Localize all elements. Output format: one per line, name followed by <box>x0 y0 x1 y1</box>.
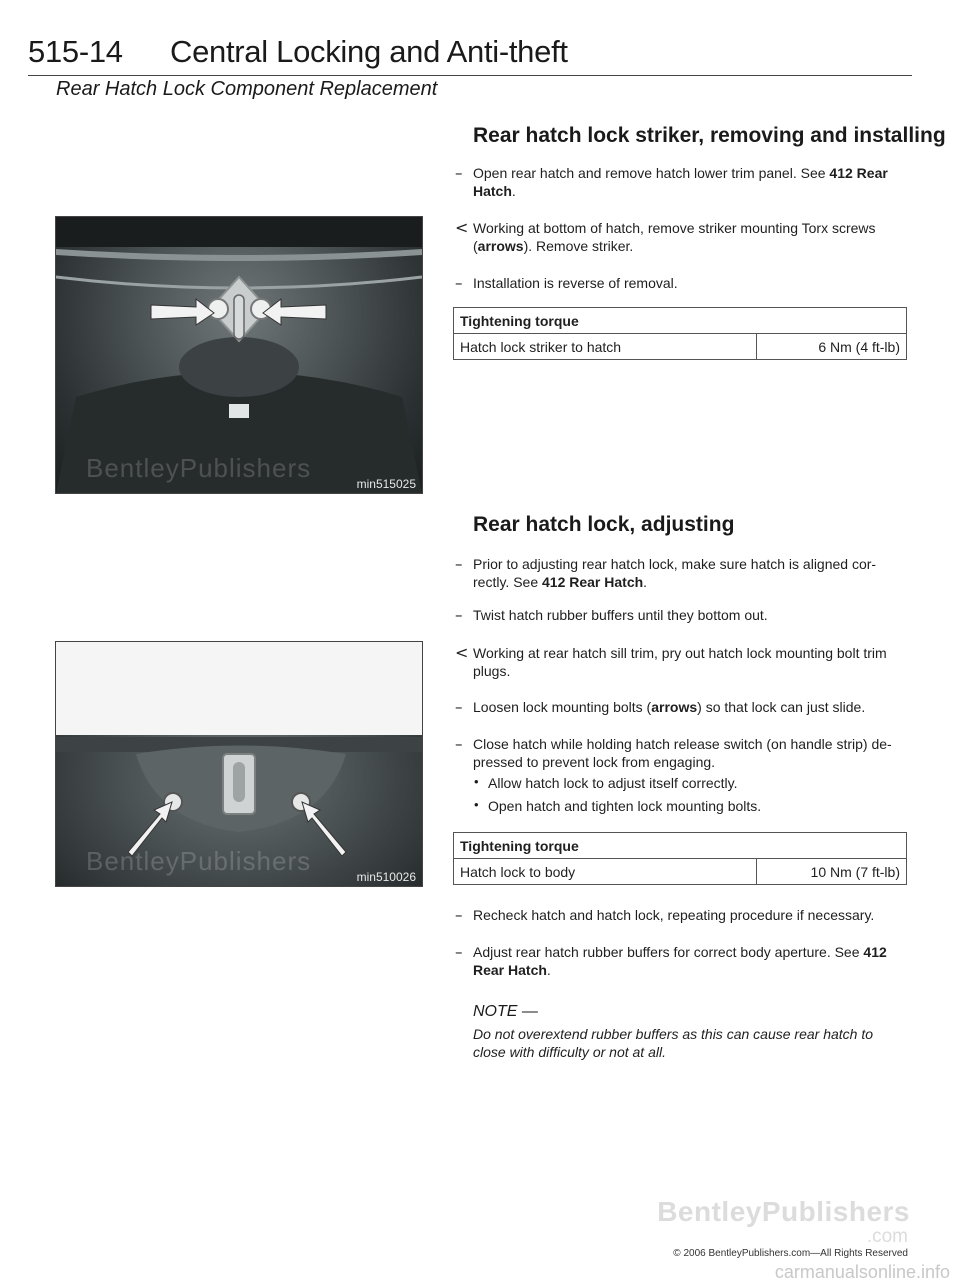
dash-marker: – <box>455 735 463 753</box>
torque-item: Hatch lock to body <box>454 859 757 885</box>
brand-logo-suffix: .com <box>866 1226 908 1247</box>
dash-marker: – <box>455 164 463 182</box>
step-pry-trim-plugs: Working at rear hatch sill trim, pry out hatch lock mounting bolt trim plugs. <box>473 645 887 679</box>
copyright: © 2006 BentleyPublishers.com—All Rights Reserved <box>673 1248 908 1259</box>
torque-value: 10 Nm (7 ft-lb) <box>757 859 907 885</box>
striker-photo-illustration <box>56 217 422 493</box>
note-title: NOTE — <box>473 1003 538 1020</box>
step-installation: Installation is reverse of removal. <box>473 275 678 291</box>
step-recheck: Recheck hatch and hatch lock, repeating procedure if necessary. <box>473 907 875 923</box>
bullet-icon: • <box>474 774 479 789</box>
section-title-striker: Rear hatch lock striker, removing and installing <box>473 124 946 147</box>
bullet-icon: • <box>474 797 479 812</box>
torque-table-header: Tightening torque <box>454 833 907 859</box>
torque-table-striker <box>453 307 907 360</box>
section-title-adjusting: Rear hatch lock, adjusting <box>473 513 735 536</box>
cross-reference[interactable]: 412 Rear Hatch <box>473 944 887 978</box>
page-subtitle: Rear Hatch Lock Component Replacement <box>56 78 438 100</box>
page-number: 515-14 <box>28 34 123 69</box>
chapter-title: Central Locking and Anti-theft <box>170 34 568 69</box>
left-arrow-icon: < <box>455 218 469 237</box>
dash-marker: – <box>455 906 463 924</box>
cross-reference[interactable]: 412 Rear Hatch <box>542 574 644 590</box>
torque-item: Hatch lock striker to hatch <box>454 334 757 360</box>
image-code-2: min510026 <box>356 870 416 884</box>
step-loosen-bolts: Loosen lock mounting bolts (arrows) so that lock can just slide. <box>473 699 866 715</box>
bullet-item: Open hatch and tighten lock mounting bolts. <box>488 798 762 814</box>
site-watermark: carmanualsonline.info <box>774 1262 950 1282</box>
step-twist-buffers: Twist hatch rubber buffers until they bottom out. <box>473 607 768 623</box>
step-prior-adjusting: Prior to adjusting rear hatch lock, make sure hatch is aligned cor-rectly. See 412 Rear Hatch. <box>473 556 877 590</box>
dash-marker: – <box>455 555 463 573</box>
brand-logo: BentleyPublishers <box>657 1196 910 1227</box>
dash-marker: – <box>455 943 463 961</box>
header-rule <box>28 75 912 76</box>
dash-marker: – <box>455 606 463 624</box>
torque-table-lock <box>453 832 907 885</box>
hatch-lock-photo <box>55 641 423 887</box>
torque-table-header: Tightening torque <box>454 308 907 334</box>
striker-photo <box>55 216 423 494</box>
dash-marker: – <box>455 274 463 292</box>
step-remove-screws: Working at bottom of hatch, remove striker mounting Torx screws (arrows). Remove striker. <box>473 220 876 254</box>
note-body: Do not overextend rubber buffers as this can cause rear hatch to close with difficulty or not at all. <box>473 1026 874 1060</box>
cross-reference[interactable]: 412 Rear Hatch <box>473 165 888 199</box>
dash-marker: – <box>455 698 463 716</box>
step-close-hatch: Close hatch while holding hatch release switch (on handle strip) de-pressed to prevent lock from engaging. <box>473 736 892 770</box>
bullet-item: Allow hatch lock to adjust itself correctly. <box>488 775 738 791</box>
step-open-hatch: Open rear hatch and remove hatch lower trim panel. See 412 Rear Hatch. <box>473 165 888 199</box>
photo-watermark: BentleyPublishers <box>86 453 312 483</box>
image-code: min515025 <box>356 477 416 491</box>
left-arrow-icon: < <box>455 643 469 662</box>
step-adjust-buffers: Adjust rear hatch rubber buffers for correct body aperture. See 412 Rear Hatch. <box>473 944 887 978</box>
torque-value: 6 Nm (4 ft-lb) <box>757 334 907 360</box>
photo-watermark-2: BentleyPublishers <box>86 846 312 876</box>
